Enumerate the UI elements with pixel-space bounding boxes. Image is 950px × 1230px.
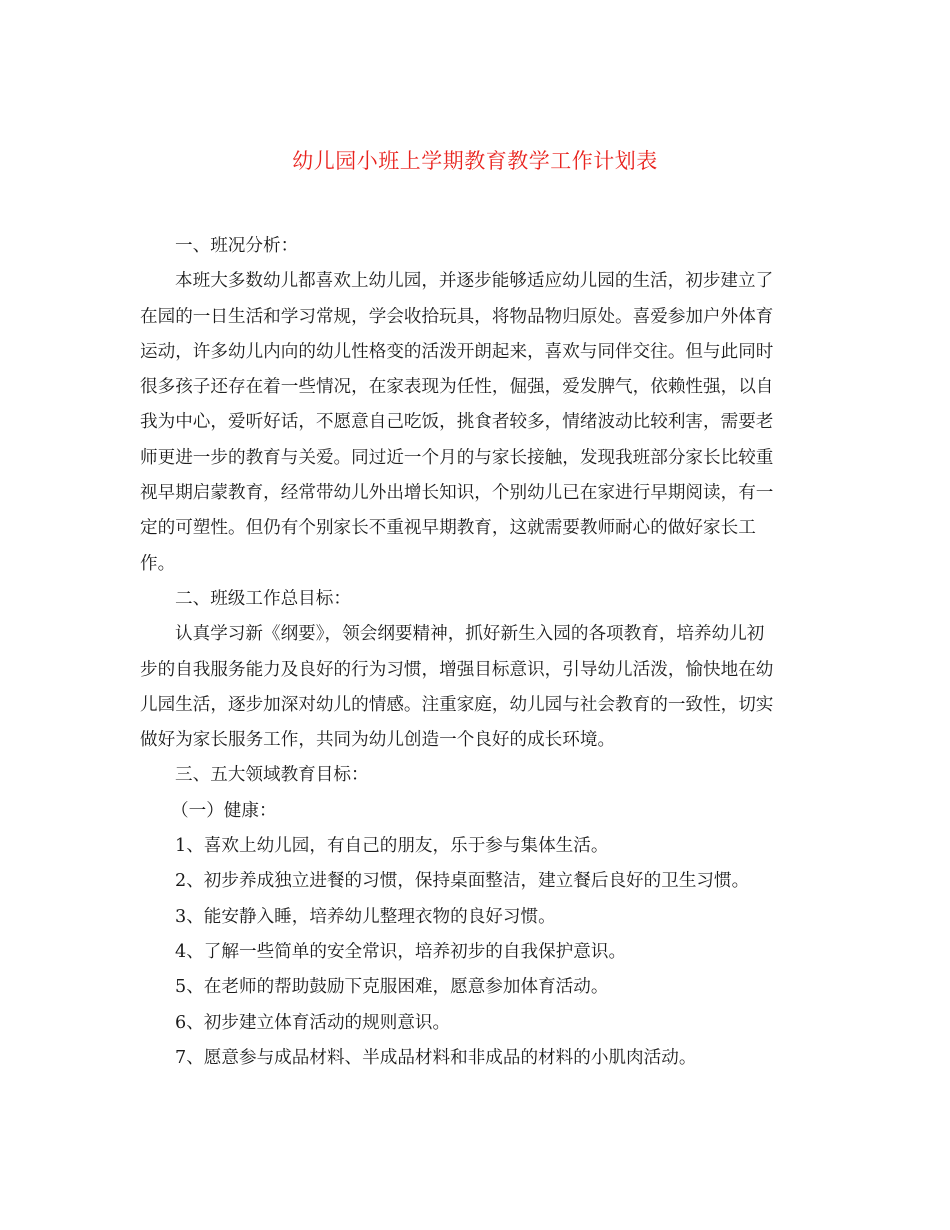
document-body (140, 229, 812, 1076)
paragraph-line: 很多孩子还存在着一些情况，在家表现为任性，倔强，爱发脾气，依赖性强，以自 (140, 377, 774, 398)
section-heading-class-goals: 二、班级工作总目标： (175, 588, 351, 609)
paragraph-line: 视早期启蒙教育，经常带幼儿外出增长知识，个别幼儿已在家进行早期阅读，有一 (140, 483, 774, 504)
list-item: 1、喜欢上幼儿园，有自己的朋友，乐于参与集体生活。 (175, 836, 609, 857)
page-title: 幼儿园小班上学期教育教学工作计划表 (292, 149, 658, 173)
list-item: 6、初步建立体育活动的规则意识。 (175, 1012, 451, 1033)
paragraph-line: 我为中心，爱听好话，不愿意自己吃饭，挑食者较多，情绪波动比较利害，需要老 (140, 412, 774, 433)
paragraph-line: 作。 (140, 553, 176, 574)
paragraph-line: 做好为家长服务工作，共同为幼儿创造一个良好的成长环境。 (140, 730, 616, 751)
paragraph-line: 定的可塑性。但仍有个别家长不重视早期教育，这就需要教师耐心的做好家长工 (140, 518, 756, 539)
subsection-heading-health: （一）健康： (171, 800, 277, 821)
paragraph-line: 认真学习新《纲要》，领会纲要精神，抓好新生入园的各项教育，培养幼儿初 (175, 624, 765, 645)
section-heading-class-analysis: 一、班况分析： (175, 236, 299, 256)
paragraph-line: 运动，许多幼儿内向的幼儿性格变的活泼开朗起来，喜欢与同伴交往。但与此同时 (140, 341, 774, 362)
list-item: 3、能安静入睡，培养幼儿整理衣物的良好习惯。 (175, 906, 556, 927)
paragraph-line: 师更进一步的教育与关爱。同过近一个月的与家长接触，发现我班部分家长比较重 (140, 447, 774, 468)
paragraph-line: 步的自我服务能力及良好的行为习惯，增强目标意识，引导幼儿活泼，愉快地在幼 (140, 659, 774, 680)
list-item: 5、在老师的帮助鼓励下克服困难，愿意参加体育活动。 (175, 977, 609, 998)
list-item: 2、初步养成独立进餐的习惯，保持桌面整洁，建立餐后良好的卫生习惯。 (175, 871, 750, 892)
section-heading-five-domains: 三、五大领域教育目标： (175, 765, 369, 786)
list-item: 7、愿意参与成品材料、半成品材料和非成品的材料的小肌肉活动。 (175, 1047, 697, 1068)
paragraph-line: 本班大多数幼儿都喜欢上幼儿园，并逐步能够适应幼儿园的生活，初步建立了 (175, 271, 774, 292)
list-item: 4、了解一些简单的安全常识，培养初步的自我保护意识。 (175, 941, 627, 962)
paragraph-line: 在园的一日生活和学习常规，学会收拾玩具，将物品物归原处。喜爱参加户外体育 (140, 306, 774, 327)
paragraph-line: 儿园生活，逐步加深对幼儿的情感。注重家庭，幼儿园与社会教育的一致性，切实 (140, 694, 774, 715)
